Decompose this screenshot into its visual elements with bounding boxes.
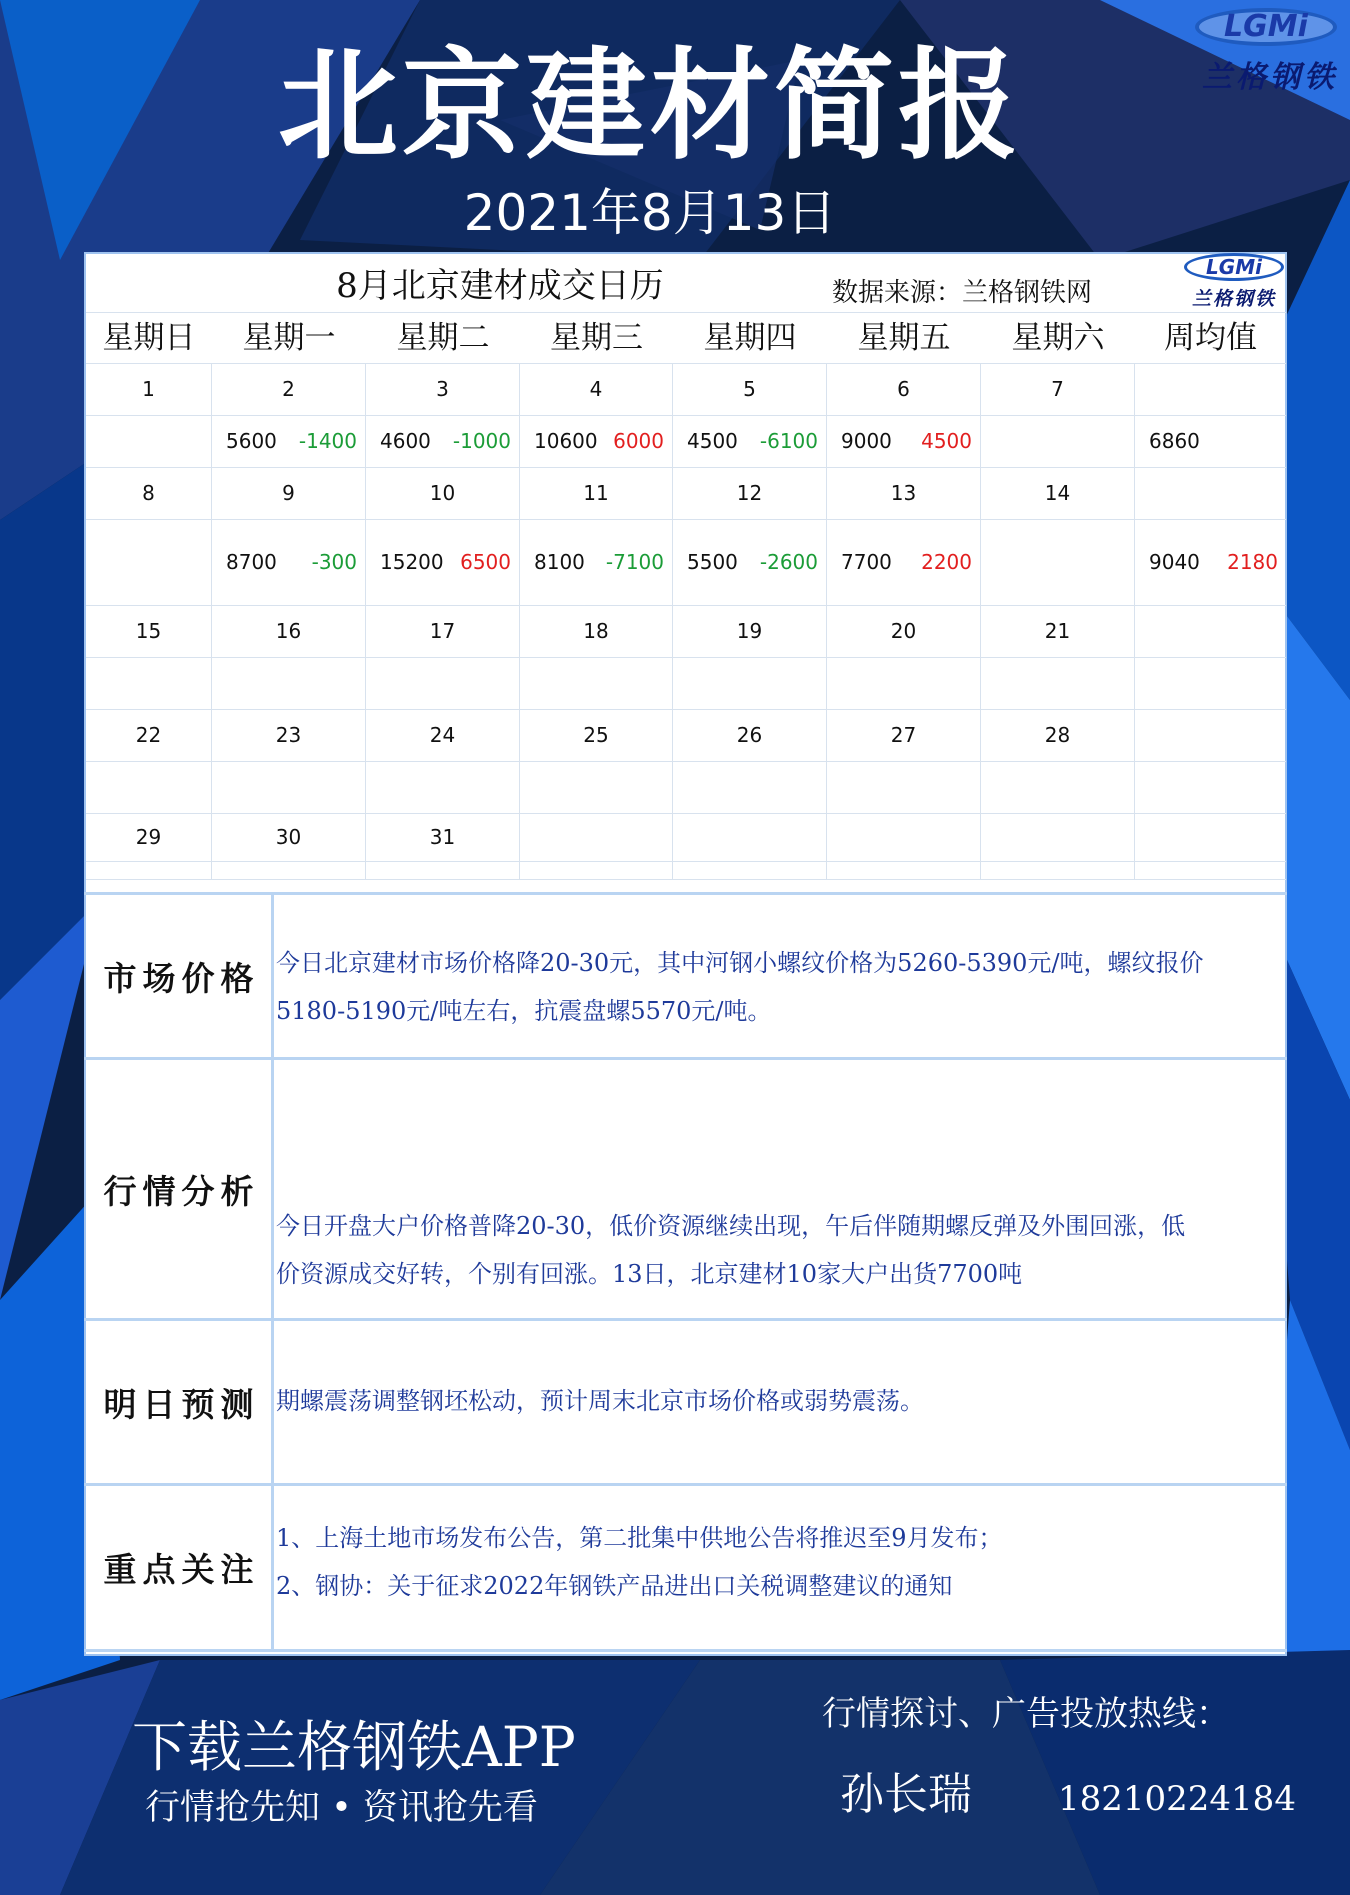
info-label: 行情分析 — [84, 1060, 274, 1318]
calendar-value-cell — [86, 416, 212, 467]
calendar-day-cell — [212, 468, 366, 519]
calendar-day-cell — [1135, 468, 1286, 519]
calendar-day-cell — [673, 710, 827, 761]
calendar-day-cell — [981, 468, 1135, 519]
info-text — [274, 895, 1287, 1057]
calendar-day-cell — [827, 606, 981, 657]
calendar-value-cell — [86, 520, 212, 605]
day-number: 11 — [583, 481, 609, 505]
logo-cn-name-small: 兰格钢铁 — [1191, 288, 1276, 310]
day-number: 3 — [436, 377, 449, 401]
calendar-value-cell — [827, 520, 981, 605]
day-number: 13 — [890, 481, 917, 505]
calendar-value-row — [86, 762, 1286, 814]
calendar-value-cell — [212, 416, 366, 467]
calendar-day-cell — [520, 468, 673, 519]
info-label: 明日预测 — [84, 1321, 274, 1483]
day-number: 10 — [429, 481, 456, 505]
calendar-value-cell — [86, 762, 212, 813]
day-number: 24 — [429, 723, 456, 747]
calendar-day-cell — [520, 364, 673, 415]
calendar-date-row — [86, 364, 1286, 416]
day-number: 4 — [589, 377, 603, 401]
download-app-slogan: 行情抢先知 • 资讯抢先看 — [145, 1788, 538, 1828]
calendar-day-cell — [520, 814, 673, 861]
brand-logo — [1195, 8, 1345, 95]
calendar-date-row — [86, 710, 1286, 762]
daily-volume: 6860 — [1149, 429, 1200, 453]
day-number: 1 — [142, 377, 155, 401]
volume-change: 2180 — [1227, 550, 1278, 574]
calendar-day-cell — [1135, 606, 1286, 657]
day-number: 27 — [890, 723, 917, 747]
weekday-label: 星期三 — [550, 320, 643, 356]
calendar-day-cell — [827, 468, 981, 519]
calendar-day-cell — [366, 468, 520, 519]
calendar-day-cell — [827, 364, 981, 415]
calendar-value-cell — [981, 762, 1135, 813]
calendar-day-cell — [981, 364, 1135, 415]
day-number: 16 — [275, 619, 302, 643]
calendar-value-cell — [520, 416, 673, 467]
weekday-label: 星期六 — [1011, 320, 1105, 356]
calendar-day-cell — [212, 710, 366, 761]
trade-calendar — [86, 312, 1286, 880]
day-number: 31 — [429, 825, 456, 849]
weekday-label: 星期四 — [703, 320, 797, 356]
weekday-label: 周均值 — [1164, 320, 1257, 356]
contact-phone[interactable]: 18210224184 — [1058, 1779, 1296, 1819]
calendar-day-cell — [673, 468, 827, 519]
day-number: 23 — [275, 723, 302, 747]
weekday-header — [86, 312, 1286, 364]
volume-change: 2200 — [921, 550, 972, 574]
calendar-day-cell — [673, 814, 827, 861]
info-text-line: 今日开盘大户价格普降20-30，低价资源继续出现，午后伴随期螺反弹及外围回涨，低 — [276, 1212, 1186, 1240]
calendar-date-row — [86, 814, 1286, 862]
weekday-label: 星期二 — [396, 320, 490, 356]
calendar-day-cell — [366, 364, 520, 415]
day-number: 21 — [1044, 619, 1071, 643]
calendar-value-cell — [1135, 658, 1286, 709]
day-number: 9 — [282, 481, 295, 505]
volume-change: -7100 — [605, 550, 664, 574]
volume-change: -1000 — [452, 429, 511, 453]
calendar-day-cell — [981, 606, 1135, 657]
info-text-line: 2、钢协：关于征求2022年钢铁产品进出口关税调整建议的通知 — [276, 1572, 953, 1600]
daily-volume: 5500 — [687, 550, 738, 574]
calendar-source: 数据来源：兰格钢铁网 — [832, 278, 1093, 308]
volume-change: -1400 — [298, 429, 357, 453]
daily-volume: 8700 — [226, 550, 277, 574]
info-text-line: 价资源成交好转，个别有回涨。13日，北京建材10家大户出货7700吨 — [276, 1260, 1023, 1288]
calendar-value-cell — [673, 520, 827, 605]
download-app-title[interactable]: 下载兰格钢铁APP — [132, 1715, 576, 1779]
calendar-value-cell — [366, 416, 520, 467]
report-date: 2021年8月13日 — [463, 184, 837, 242]
day-number: 7 — [1051, 377, 1064, 401]
day-number: 20 — [890, 619, 917, 643]
calendar-value-cell — [520, 658, 673, 709]
calendar-day-cell — [86, 364, 212, 415]
calendar-value-cell — [212, 520, 366, 605]
logo-mark: LGMi — [1195, 8, 1337, 46]
calendar-value-cell — [673, 416, 827, 467]
info-text-line: 5180-5190元/吨左右，抗震盘螺5570元/吨。 — [276, 997, 772, 1025]
info-label: 重点关注 — [84, 1486, 274, 1649]
calendar-value-row — [86, 416, 1286, 468]
info-text-line: 1、上海土地市场发布公告，第二批集中供地公告将推迟至9月发布； — [276, 1524, 1003, 1552]
day-number: 22 — [135, 723, 162, 747]
calendar-value-cell — [827, 416, 981, 467]
calendar-day-cell — [827, 814, 981, 861]
day-number: 8 — [142, 481, 155, 505]
calendar-value-cell — [366, 520, 520, 605]
calendar-value-cell — [673, 762, 827, 813]
hotline-label: 行情探讨、广告投放热线： — [822, 1694, 1230, 1734]
calendar-day-cell — [86, 468, 212, 519]
daily-volume: 9040 — [1149, 550, 1200, 574]
calendar-value-row — [86, 658, 1286, 710]
day-number: 5 — [743, 377, 756, 401]
calendar-day-cell — [1135, 364, 1286, 415]
day-number: 29 — [135, 825, 162, 849]
day-number: 6 — [897, 377, 910, 401]
report-title: 北京建材简报 — [278, 37, 1022, 176]
volume-change: 6000 — [613, 429, 664, 453]
daily-volume: 7700 — [841, 550, 892, 574]
day-number: 25 — [583, 723, 609, 747]
volume-change: 4500 — [921, 429, 972, 453]
calendar-date-row — [86, 606, 1286, 658]
contact-name: 孙长瑞 — [840, 1769, 972, 1820]
calendar-day-cell — [366, 606, 520, 657]
calendar-value-cell — [1135, 416, 1286, 467]
info-row — [84, 1321, 1287, 1486]
calendar-day-cell — [366, 710, 520, 761]
calendar-day-cell — [981, 710, 1135, 761]
calendar-value-cell — [1135, 862, 1286, 879]
day-number: 30 — [275, 825, 302, 849]
day-number: 15 — [135, 619, 162, 643]
calendar-value-cell — [520, 520, 673, 605]
calendar-day-cell — [86, 710, 212, 761]
calendar-value-cell — [1135, 762, 1286, 813]
calendar-weeks — [86, 364, 1286, 880]
calendar-value-cell — [520, 762, 673, 813]
calendar-value-cell — [86, 658, 212, 709]
day-number: 2 — [282, 377, 295, 401]
calendar-day-cell — [366, 814, 520, 861]
calendar-value-row — [86, 862, 1286, 880]
calendar-day-cell — [1135, 814, 1286, 861]
day-number: 14 — [1044, 481, 1071, 505]
calendar-day-cell — [1135, 710, 1286, 761]
calendar-value-cell — [827, 762, 981, 813]
calendar-value-cell — [212, 658, 366, 709]
brand-logo-small — [1180, 253, 1288, 313]
info-text — [274, 1486, 1287, 1649]
calendar-day-cell — [673, 364, 827, 415]
day-number: 18 — [583, 619, 609, 643]
calendar-day-cell — [981, 814, 1135, 861]
calendar-day-cell — [827, 710, 981, 761]
day-number: 28 — [1044, 723, 1071, 747]
info-row — [84, 1060, 1287, 1321]
calendar-value-cell — [366, 762, 520, 813]
weekday-label: 星期日 — [102, 320, 196, 356]
logo-cn-name: 兰格钢铁 — [1202, 60, 1338, 95]
calendar-day-cell — [212, 364, 366, 415]
volume-change: -2600 — [759, 550, 818, 574]
calendar-value-cell — [981, 862, 1135, 879]
info-text-line: 期螺震荡调整钢坯松动，预计周末北京市场价格或弱势震荡。 — [276, 1387, 924, 1415]
weekday-label: 星期一 — [242, 320, 336, 356]
daily-volume: 15200 — [380, 550, 444, 574]
calendar-value-cell — [520, 862, 673, 879]
calendar-value-cell — [366, 862, 520, 879]
calendar-day-cell — [212, 606, 366, 657]
daily-volume: 5600 — [226, 429, 277, 453]
calendar-day-cell — [86, 606, 212, 657]
day-number: 26 — [736, 723, 763, 747]
calendar-value-cell — [981, 416, 1135, 467]
calendar-value-row — [86, 520, 1286, 606]
calendar-day-cell — [673, 606, 827, 657]
day-number: 12 — [736, 481, 763, 505]
calendar-value-cell — [86, 862, 212, 879]
calendar-value-cell — [1135, 520, 1286, 605]
calendar-value-cell — [673, 862, 827, 879]
daily-volume: 4600 — [380, 429, 431, 453]
daily-volume: 8100 — [534, 550, 585, 574]
day-number: 17 — [429, 619, 456, 643]
calendar-day-cell — [212, 814, 366, 861]
day-number: 19 — [736, 619, 763, 643]
info-row — [84, 1486, 1287, 1652]
info-table — [84, 892, 1287, 1652]
info-text-line: 今日北京建材市场价格降20-30元，其中河钢小螺纹价格为5260-5390元/吨，螺纹报价 — [276, 949, 1204, 977]
volume-change: -6100 — [759, 429, 818, 453]
calendar-day-cell — [520, 710, 673, 761]
info-label: 市场价格 — [84, 895, 274, 1057]
calendar-title: 8月北京建材成交日历 — [336, 266, 664, 306]
calendar-day-cell — [520, 606, 673, 657]
daily-volume: 4500 — [687, 429, 738, 453]
logo-mark-small: LGMi — [1184, 253, 1284, 281]
weekday-label: 星期五 — [857, 320, 951, 356]
calendar-value-cell — [212, 762, 366, 813]
calendar-date-row — [86, 468, 1286, 520]
calendar-value-cell — [673, 658, 827, 709]
calendar-value-cell — [981, 520, 1135, 605]
volume-change: -300 — [311, 550, 357, 574]
volume-change: 6500 — [460, 550, 511, 574]
info-row — [84, 892, 1287, 1060]
calendar-value-cell — [212, 862, 366, 879]
info-text — [274, 1321, 1287, 1483]
calendar-value-cell — [827, 862, 981, 879]
calendar-day-cell — [86, 814, 212, 861]
daily-volume: 9000 — [841, 429, 892, 453]
calendar-value-cell — [827, 658, 981, 709]
daily-volume: 10600 — [534, 429, 598, 453]
info-text — [274, 1060, 1287, 1318]
calendar-value-cell — [366, 658, 520, 709]
calendar-value-cell — [981, 658, 1135, 709]
